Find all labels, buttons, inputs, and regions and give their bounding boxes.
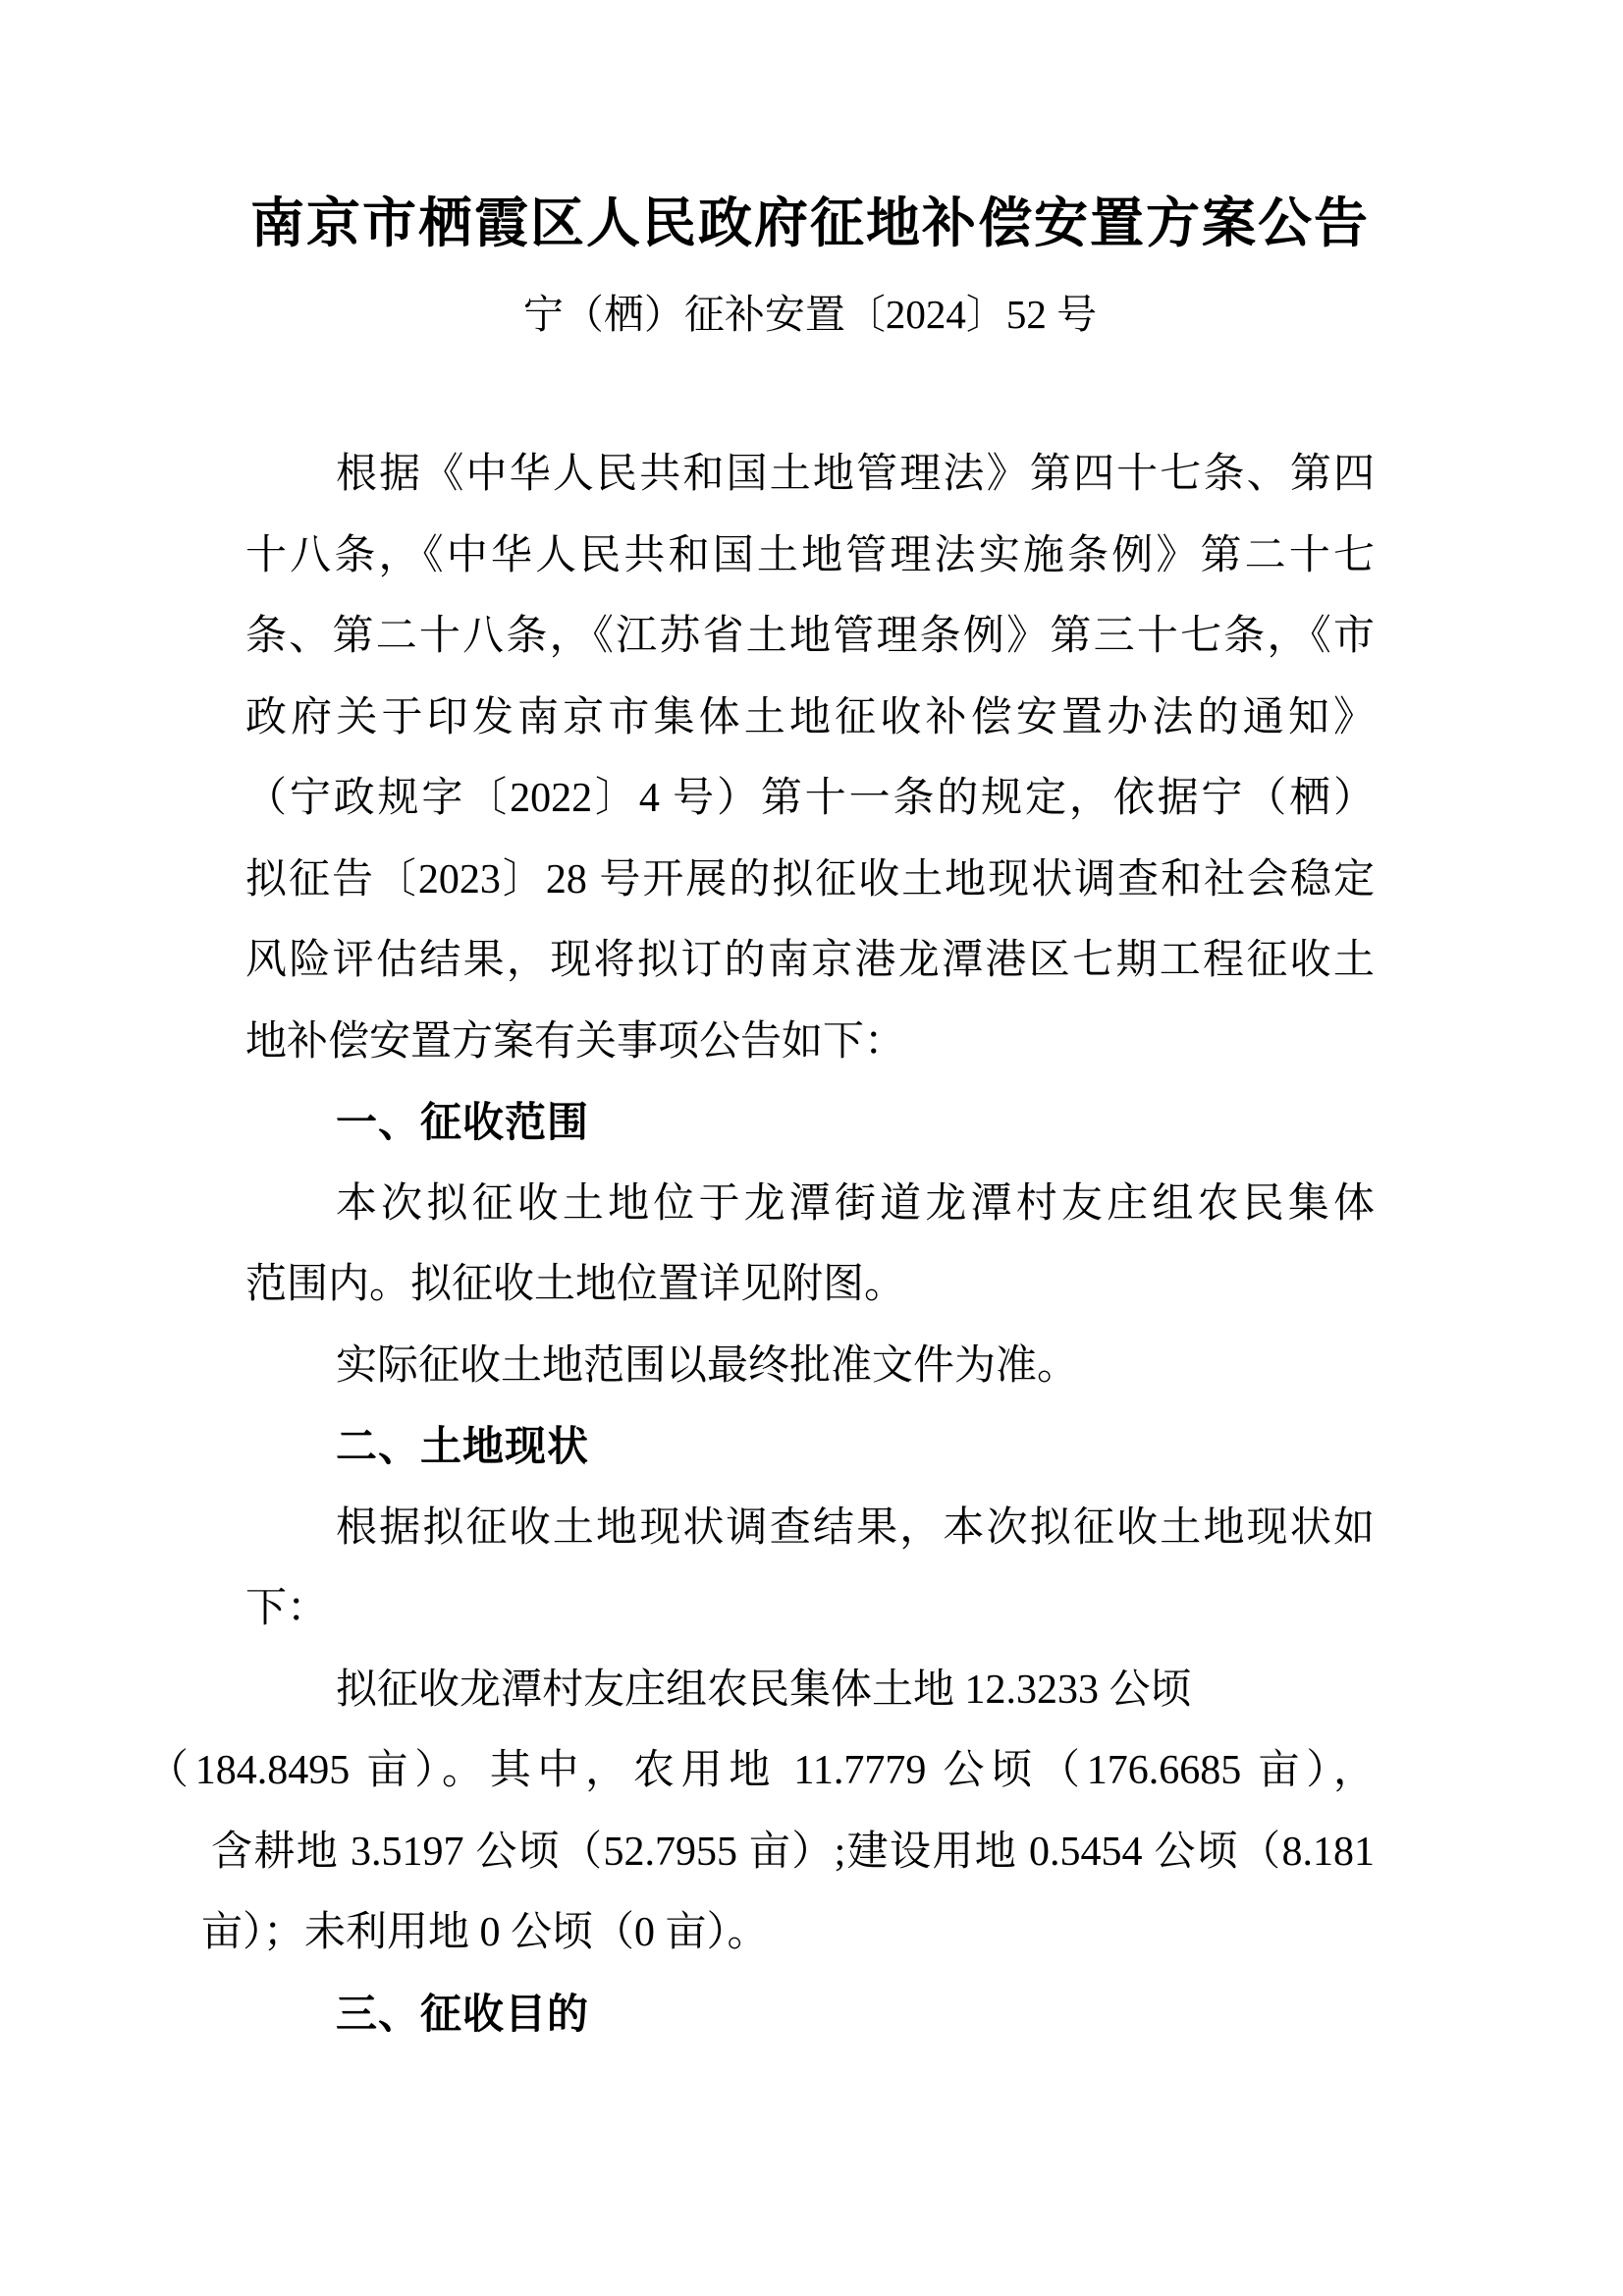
section-heading: 一、征收范围	[336, 1099, 590, 1145]
document-line: 含耕地 3.5197 公顷（52.7955 亩）;建设用地 0.5454 公顷（8.181	[211, 1829, 1375, 1875]
document-content	[147, 434, 1375, 2054]
document-line: 条、第二十八条，《江苏省土地管理条例》第三十七条，《市	[245, 614, 1375, 659]
document-line: （宁政规字〔2022〕4 号）第十一条的规定，依据宁（栖）	[245, 776, 1375, 821]
document-line: 根据拟征收土地现状调查结果，本次拟征收土地现状如	[336, 1504, 1375, 1551]
document-line: 拟征告〔2023〕28 号开展的拟征收土地现状调查和社会稳定	[245, 856, 1375, 902]
document-line: 十八条，《中华人民共和国土地管理法实施条例》第二十七	[245, 532, 1375, 578]
document-line: 风险评估结果，现将拟订的南京港龙潭港区七期工程征收土	[245, 938, 1375, 983]
document-line: 政府关于印发南京市集体土地征收补偿安置办法的通知》	[245, 694, 1375, 740]
document-line: 拟征收龙潭村友庄组农民集体土地 12.3233 公顷	[336, 1667, 1192, 1713]
document-line: 根据《中华人民共和国土地管理法》第四十七条、第四	[336, 452, 1375, 497]
section-heading: 二、土地现状	[336, 1423, 590, 1469]
document-line: 地补偿安置方案有关事项公告如下：	[245, 1018, 906, 1065]
section-heading: 三、征收目的	[336, 1990, 590, 2037]
document-line: （184.8495 亩）。其中，农用地 11.7779 公顷（176.6685 亩），	[147, 1748, 1375, 1793]
document-line: 本次拟征收土地位于龙潭街道龙潭村友庄组农民集体	[336, 1180, 1375, 1227]
document-line: 下：	[245, 1586, 329, 1631]
document-line: 范围内。拟征收土地位置详见附图。	[245, 1262, 906, 1307]
document-line: 实际征收土地范围以最终批准文件为准。	[336, 1342, 1079, 1389]
document-body	[0, 189, 1623, 2054]
document-number: 宁（栖）征补安置〔2024〕52 号	[522, 292, 1098, 337]
document-line: 亩）；未利用地 0 公顷（0 亩）。	[201, 1910, 769, 1955]
document-title: 南京市栖霞区人民政府征地补偿安置方案公告	[249, 193, 1370, 253]
